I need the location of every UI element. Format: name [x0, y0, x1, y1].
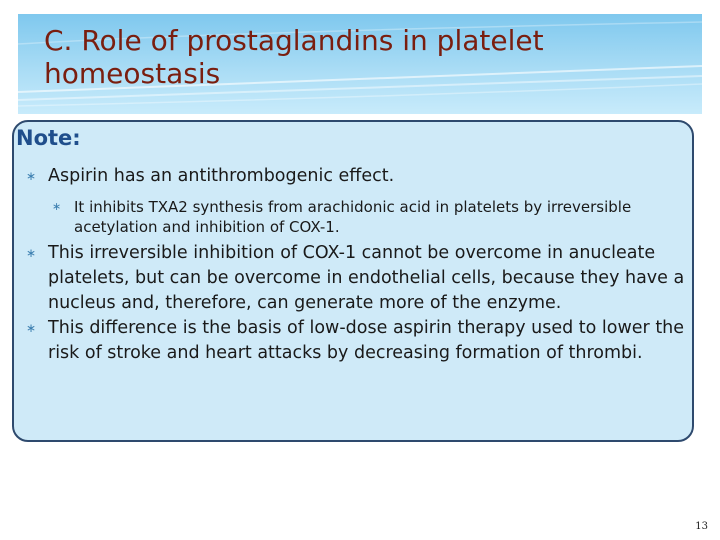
bullet-text: Aspirin has an antithrombogenic effect.: [48, 166, 395, 186]
bullet-item: [26, 316, 691, 366]
bullet-text: This irreversible inhibition of COX-1 cannot be overcome in anucleate platelets, but can be overcome in endothelial cells, because they have a nucleus and, therefore, can generate more of the enzyme.: [48, 243, 685, 313]
bullet-list: [26, 164, 691, 366]
bullet-text: This difference is the basis of low-dose aspirin therapy used to lower the risk of stroke and heart attacks by decreasing formation of thrombi.: [48, 318, 685, 363]
bullet-item: [26, 241, 691, 316]
bullet-asterisk-icon: ∗: [26, 169, 37, 183]
title-banner: [18, 14, 702, 114]
bullet-text: It inhibits TXA2 synthesis from arachidonic acid in platelets by irreversible acetylation and inhibition of COX-1.: [74, 198, 632, 236]
note-label: Note:: [16, 126, 81, 150]
sub-bullet-item: [52, 197, 691, 237]
slide-title: C. Role of prostaglandins in platelet homeostasis: [44, 24, 544, 90]
bullet-asterisk-icon: ∗: [52, 200, 62, 213]
bullet-asterisk-icon: ∗: [26, 246, 37, 260]
bullet-item: [26, 164, 691, 189]
page-number: 13: [695, 521, 708, 532]
bullet-asterisk-icon: ∗: [26, 321, 37, 335]
